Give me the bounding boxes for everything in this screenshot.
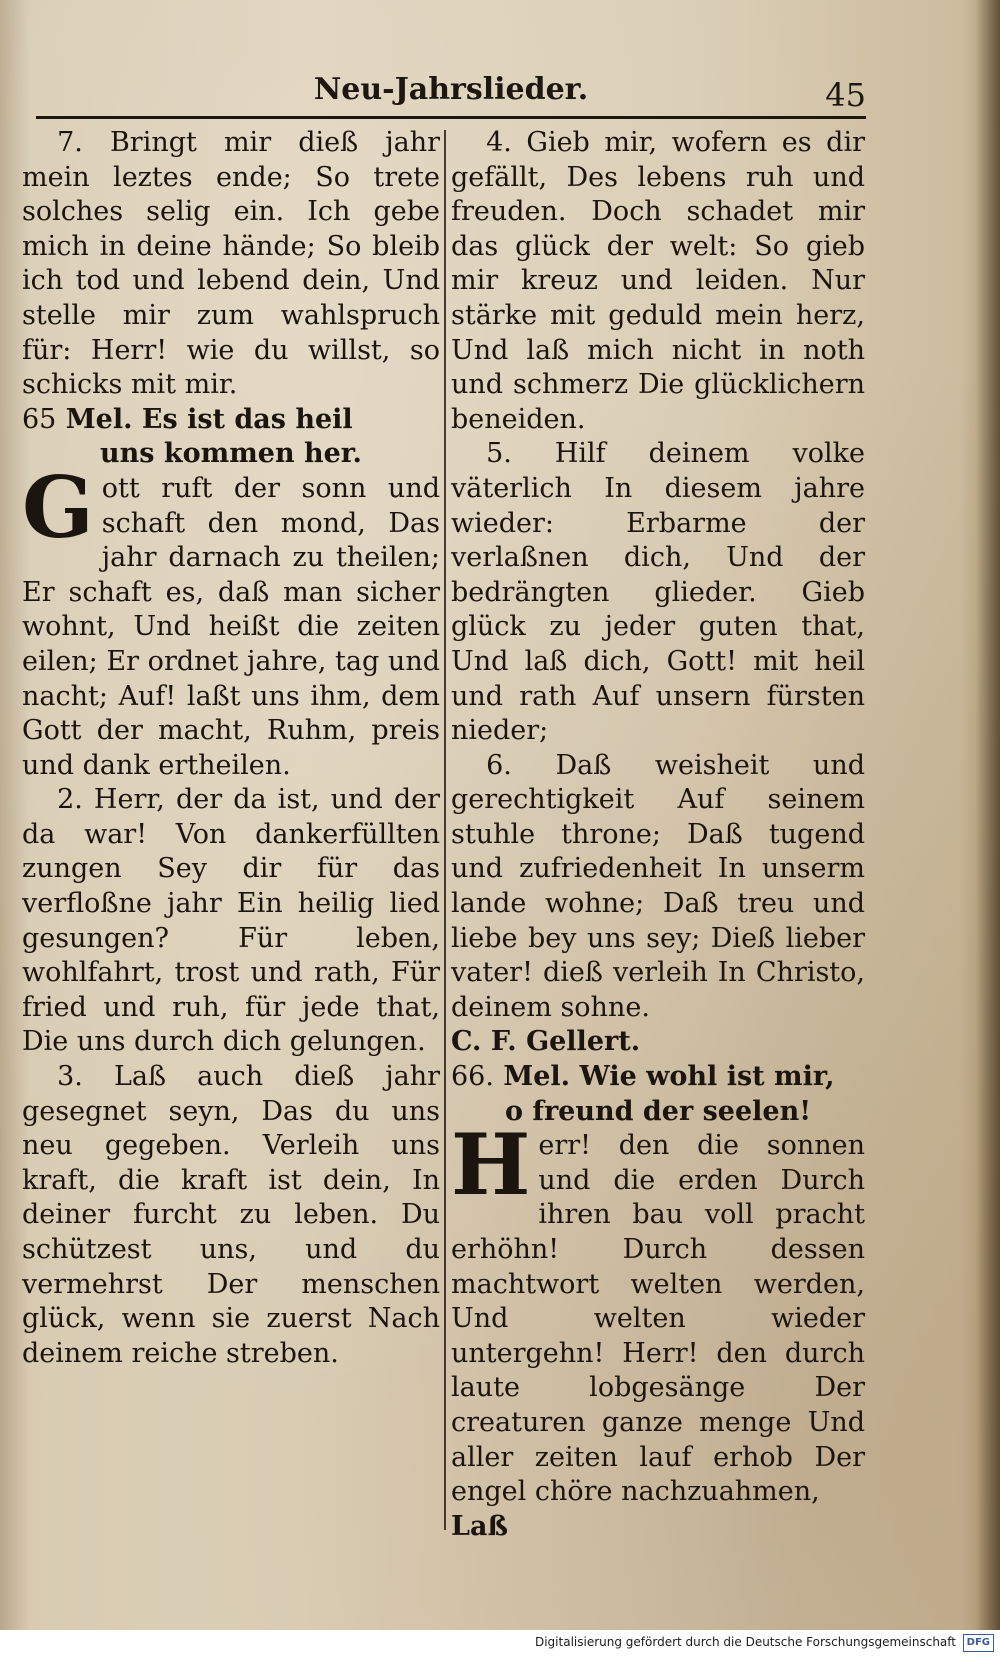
melody-line: uns kommen her. [100, 438, 362, 470]
page-edge-shadow [976, 0, 1000, 1630]
melody-line: o freund der seelen! [504, 1095, 812, 1127]
verse-7: 7. Bringt mir dieß jahr mein leztes ende; So trete solches selig ein. Ich gebe mich in deine hände; So bleib ich tod und lebend dein, Und stelle mir zum wahlspruch für: Herr! wie du willst, so schicks mit mir. [22, 127, 440, 401]
melody-line: Mel. Es ist das heil [65, 403, 353, 435]
hymn-66-verse-1 [451, 1115, 865, 1510]
initial-letter: H [451, 1115, 531, 1215]
left-column [22, 126, 440, 1371]
verse-text: ott ruft der sonn und schaft den mond, Das jahr darnach zu theilen; Er schaft es, daß man sicher wohnt, Und heißt die zeiten eilen; Er ordnet jahre, tag und nacht; Auf! laßt uns ihm, dem Gott der macht, Ruhm, preis und dank ertheilen. [22, 472, 440, 781]
hymn-66-heading [451, 1060, 865, 1129]
catchword: Laß [451, 1510, 508, 1542]
column-divider [444, 130, 446, 1530]
verse-6: 6. Daß weisheit und gerechtigkeit Auf seinem stuhle throne; Daß tugend und zufriedenheit In unserm lande wohne; Daß treu und liebe bey uns sey; Dieß lieber vater! dieß verleih In Christo, deinem sohne. [451, 749, 865, 1023]
verse-text: err! den die sonnen und die erden Durch ihren bau voll pracht erhöhn! Durch dessen machtwort welten werden, Und welten wieder untergehn! Herr! den durch laute lobgesänge Der creaturen ganze menge Und aller zeiten lauf erhob Der engel chöre nachzuahmen, [451, 1130, 865, 1508]
verse-2: 2. Herr, der da ist, und der da war! Von dankerfüllten zungen Sey dir für das verfloßne jahr Ein heilig lied gesungen? Für leben, wohlfahrt, trost und rath, Für fried und ruh, für jede that, Die uns durch dich gelungen. [22, 784, 440, 1058]
footer-credit: Digitalisierung gefördert durch die Deutsche Forschungsgemeinschaft [534, 1635, 956, 1649]
dfg-logo: DFG [963, 1634, 994, 1652]
page-header [36, 70, 866, 119]
right-column [451, 126, 865, 1544]
digitization-footer [0, 1630, 1000, 1656]
hymn-65-verse-1 [22, 457, 440, 783]
hymn-number: 66. [451, 1061, 494, 1093]
verse-5: 5. Hilf deinem volke väterlich In diesem jahre wieder: Erbarme der verlaßnen dich, Und der bedrängten glieder. Gieb glück zu jeder guten that, Und laß dich, Gott! mit heil und rath Auf unsern fürsten nieder; [451, 438, 865, 747]
author-credit: C. F. Gellert. [451, 1026, 641, 1058]
verse-3: 3. Laß auch dieß jahr gesegnet seyn, Das du uns neu gegeben. Verleih uns kraft, die kraft ist dein, In deiner furcht zu leben. Du schützest uns, und du vermehrst Der menschen glück, wenn sie zuerst Nach deinem reiche streben. [22, 1061, 440, 1369]
verse-4: 4. Gieb mir, wofern es dir gefällt, Des lebens ruh und freuden. Doch schadet mir das glück der welt: So gieb mir kreuz und leiden. Nur stärke mit geduld mein herz, Und laß mich nicht in noth und schmerz Die glücklichern beneiden. [451, 127, 865, 435]
initial-letter: G [22, 457, 94, 557]
hymn-number: 65 [22, 403, 57, 435]
running-head: Neu-Jahrslieder. [313, 72, 589, 107]
page-number: 45 [825, 76, 866, 114]
melody-line: Mel. Wie wohl ist mir, [503, 1061, 835, 1093]
